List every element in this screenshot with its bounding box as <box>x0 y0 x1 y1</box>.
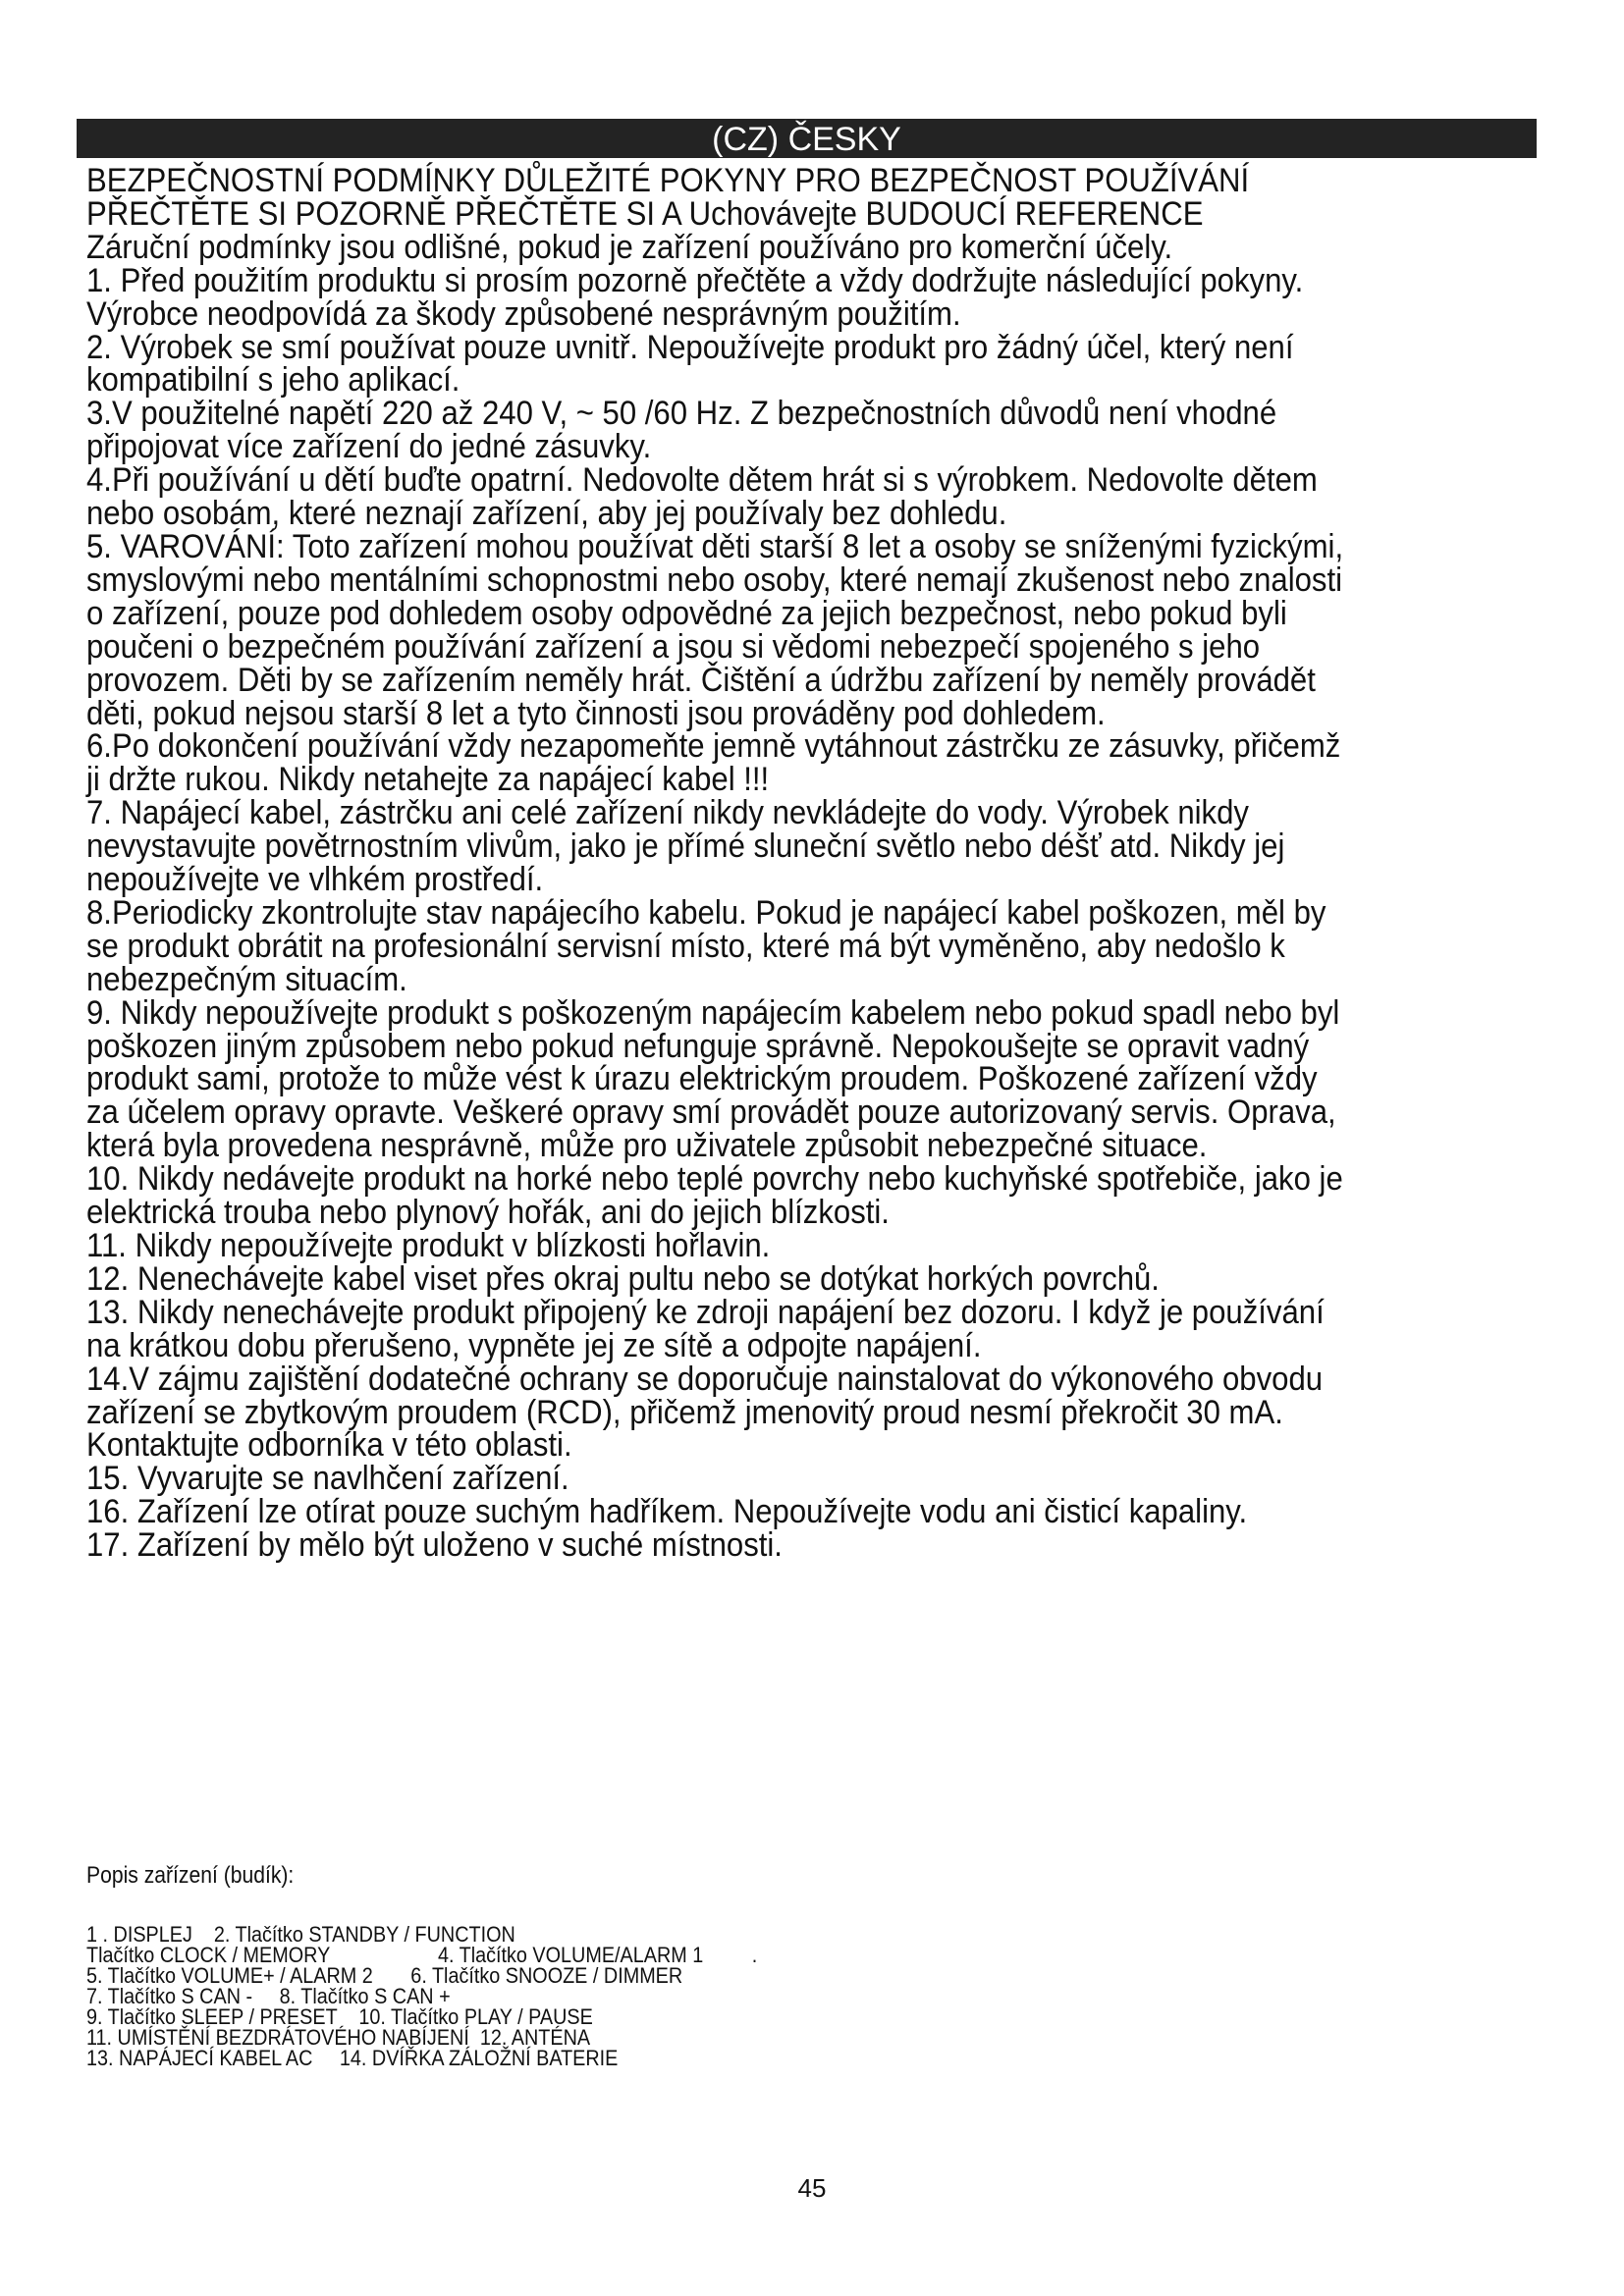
parts-list-line: 13. NAPÁJECÍ KABEL AC 14. DVÍŘKA ZÁLOŽNÍ BATERIE <box>86 2046 619 2070</box>
parts-list-line: 11. UMÍSTĚNÍ BEZDRÁTOVÉHO NABÍJENÍ 12. ANTÉNA <box>86 2025 591 2050</box>
text-line: 15. Vyvarujte se navlhčení zařízení. <box>86 1460 569 1498</box>
text-line: 1. Před použitím produktu si prosím pozorně přečtěte a vždy dodržujte následující pokyny. <box>86 261 1304 299</box>
text-line: 11. Nikdy nepoužívejte produkt v blízkosti hořlavin. <box>86 1227 771 1264</box>
parts-list-line: 1 . DISPLEJ 2. Tlačítko STANDBY / FUNCTION <box>86 1922 515 1947</box>
device-description-title: Popis zařízení (budík): <box>86 1862 295 1889</box>
text-line: provozem. Děti by se zařízením neměly hrát. Čištění a údržbu zařízení by neměly provádět <box>86 661 1316 699</box>
text-line: nevystavujte povětrnostním vlivům, jako je přímé sluneční světlo nebo déšť atd. Nikdy jej <box>86 828 1285 866</box>
text-line: 14.V zájmu zajištění dodatečné ochrany se doporučuje nainstalovat do výkonového obvodu <box>86 1360 1324 1398</box>
text-line: nebo osobám, které neznají zařízení, aby jej používaly bez dohledu. <box>86 495 1007 533</box>
text-line: BEZPEČNOSTNÍ PODMÍNKY DŮLEŽITÉ POKYNY PRO BEZPEČNOST POUŽÍVÁNÍ <box>86 162 1250 199</box>
text-line: Kontaktujte odborníka v této oblasti. <box>86 1426 572 1465</box>
device-description <box>86 1861 1123 2068</box>
text-line: za účelem opravy opravte. Veškeré opravy smí provádět pouze autorizovaný servis. Oprava, <box>86 1094 1336 1132</box>
text-line: 9. Nikdy nepoužívejte produkt s poškozeným napájecím kabelem nebo pokud spadl nebo byl <box>86 993 1340 1032</box>
text-line: Výrobce neodpovídá za škody způsobené nesprávným použitím. <box>86 294 961 333</box>
text-line: 4.Při používání u dětí buďte opatrní. Nedovolte dětem hrát si s výrobkem. Nedovolte dětem <box>86 461 1318 500</box>
language-header: (CZ) ČESKY <box>77 119 1537 158</box>
page-number: 45 <box>797 2173 827 2203</box>
parts-list-line: 9. Tlačítko SLEEP / PRESET 10. Tlačítko PLAY / PAUSE <box>86 2004 593 2029</box>
text-line: 7. Napájecí kabel, zástrčku ani celé zařízení nikdy nevkládejte do vody. Výrobek nikdy <box>86 794 1249 832</box>
text-line: 16. Zařízení lze otírat pouze suchým hadříkem. Nepoužívejte vodu ani čisticí kapaliny. <box>86 1493 1248 1531</box>
text-line: ji držte rukou. Nikdy netahejte za napájecí kabel !!! <box>86 761 770 799</box>
text-line: připojovat více zařízení do jedné zásuvky. <box>86 428 652 466</box>
text-line: 17. Zařízení by mělo být uloženo v suché místnosti. <box>86 1526 783 1565</box>
text-line: zařízení se zbytkovým proudem (RCD), přičemž jmenovitý proud nesmí překročit 30 mA. <box>86 1393 1283 1431</box>
text-line: děti, pokud nejsou starší 8 let a tyto činnosti jsou prováděny pod dohledem. <box>86 694 1106 732</box>
text-line: která byla provedena nesprávně, může pro uživatele způsobit nebezpečné situace. <box>86 1127 1208 1165</box>
text-line: PŘEČTĚTE SI POZORNĚ PŘEČTĚTE SI A Uchovávejte BUDOUCÍ REFERENCE <box>86 194 1204 233</box>
text-line: 8.Periodicky zkontrolujte stav napájecího kabelu. Pokud je napájecí kabel poškozen, měl by <box>86 893 1326 932</box>
device-parts-list <box>86 1924 1123 2068</box>
text-line: produkt sami, protože to může vést k úrazu elektrickým proudem. Poškozené zařízení vždy <box>86 1060 1318 1098</box>
text-line: 3.V použitelné napětí 220 až 240 V, ~ 50 /60 Hz. Z bezpečnostních důvodů není vhodné <box>86 395 1277 433</box>
parts-list-line: 5. Tlačítko VOLUME+ / ALARM 2 6. Tlačítko SNOOZE / DIMMER <box>86 1963 683 1988</box>
text-line: Záruční podmínky jsou odlišné, pokud je zařízení používáno pro komerční účely. <box>86 228 1173 266</box>
text-line: 12. Nenechávejte kabel viset přes okraj pultu nebo se dotýkat horkých povrchů. <box>86 1259 1160 1298</box>
safety-instructions <box>86 162 1461 1565</box>
parts-list-line: Tlačítko CLOCK / MEMORY 4. Tlačítko VOLUME/ALARM 1 . <box>86 1943 758 1967</box>
text-line: 10. Nikdy nedávejte produkt na horké nebo teplé povrchy nebo kuchyňské spotřebiče, jako je <box>86 1160 1343 1199</box>
text-line: elektrická trouba nebo plynový hořák, ani do jejich blízkosti. <box>86 1194 890 1232</box>
text-line: se produkt obrátit na profesionální servisní místo, které má být vyměněno, aby nedošlo k <box>86 927 1285 965</box>
text-line: kompatibilní s jeho aplikací. <box>86 361 460 400</box>
text-line: poškozen jiným způsobem nebo pokud nefunguje správně. Nepokoušejte se opravit vadný <box>86 1027 1310 1065</box>
text-line: 13. Nikdy nenechávejte produkt připojený ke zdroji napájení bez dozoru. I když je používání <box>86 1293 1325 1331</box>
text-line: nepoužívejte ve vlhkém prostředí. <box>86 861 544 899</box>
text-line: 5. VAROVÁNÍ: Toto zařízení mohou používat děti starší 8 let a osoby se sníženými fyzickými, <box>86 527 1344 565</box>
text-line: na krátkou dobu přerušeno, vypněte jej ze sítě a odpojte napájení. <box>86 1326 982 1364</box>
text-line: nebezpečným situacím. <box>86 960 407 998</box>
text-line: 6.Po dokončení používání vždy nezapomeňte jemně vytáhnout zástrčku ze zásuvky, přičemž <box>86 727 1341 766</box>
text-line: poučeni o bezpečném používání zařízení a jsou si vědomi nebezpečí spojeného s jeho <box>86 627 1261 666</box>
text-line: 2. Výrobek se smí používat pouze uvnitř. Nepoužívejte produkt pro žádný účel, který není <box>86 328 1294 366</box>
text-line: smyslovými nebo mentálními schopnostmi nebo osoby, které nemají zkušenost nebo znalosti <box>86 561 1343 599</box>
text-line: o zařízení, pouze pod dohledem osoby odpovědné za jejich bezpečnost, nebo pokud byli <box>86 594 1287 632</box>
parts-list-line: 7. Tlačítko S CAN - 8. Tlačítko S CAN + <box>86 1984 451 2008</box>
